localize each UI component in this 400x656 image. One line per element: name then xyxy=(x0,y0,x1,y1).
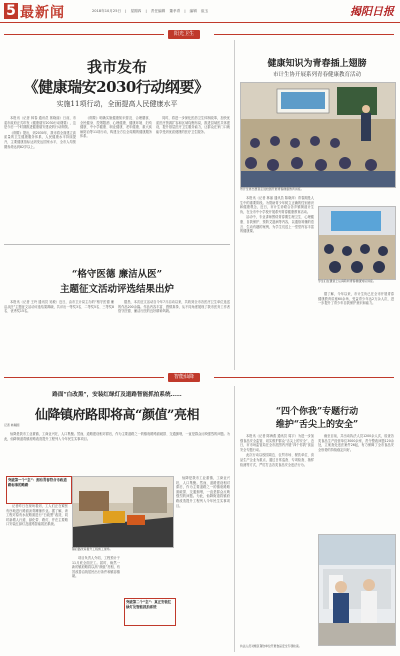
section-title: 最新闻 xyxy=(20,5,65,21)
youth-lecture-photo xyxy=(318,206,396,280)
designer-credit: 编辑 崔玉 xyxy=(189,9,209,13)
plan-kicker: 我市发布 xyxy=(86,58,147,76)
food-photo-caption: 执法人员对辖区餐饮单位开展食品安全专项检查。 xyxy=(240,644,302,648)
road-kicker: 路面“白改黑”，安装红绿灯及道路智能抓拍系统…… xyxy=(52,392,182,398)
column-divider-2 xyxy=(234,386,235,652)
essay-headline: “格守医德 廉洁从医” xyxy=(71,269,163,280)
section-rule-left xyxy=(4,34,164,35)
section-rule-right xyxy=(214,34,394,35)
issue-meta: 2018年10月25日 | 星期四 | 责任编辑 董孝青 | 编辑 崔玉 xyxy=(92,9,209,13)
plan-body-col1: 本报讯（记者 林春 通讯员 郭晓丽）日前，市委市政府正式印发《健康瑞安2030行动纲要》，这是今后一个时期推进健康瑞安建设的行动纲领。 《纲要》提出，到2030年，我市将全面建立高质量的卫生健康服务体系，人民健康水平持续提升，主要健康指标达到发达国家水平，全市人均预期寿命达到82岁以上。 xyxy=(4,116,76,149)
road-body-col2: 项目负责人介绍，工程预计于11月底全面完工。届时，焕然一新的镇府路将以高“颜值”亮相，有效改善沿线居民出行条件和镇容镇貌。 xyxy=(72,556,120,579)
youth-body-col2: 据了解，今年以来，市计生协已在全市开展青春健康教育讲座60余场，受益青少年达2万余人次，进一步提升了青少年自我保护意识和能力。 xyxy=(318,292,394,306)
essay-top-rule xyxy=(4,244,230,245)
road-intro: 仙降是我市工业重镇，工商业兴旺，人口集聚。然而，道路建设相对滞后，作为主要道路之一的镇府路路面破损、交通拥堵，一直是群众反映强烈的问题。为此，仙降街道将镇府路改造提升工程列入今年民生实事项目。 xyxy=(4,432,230,441)
section-rule-right-2 xyxy=(214,377,394,378)
essay-body-col1: 本报讯（记者 王玲 通讯员 吴敏）近日，由市卫计局主办的“格守医德 廉洁从医”主题征文活动评选结果揭晓，共评出一等奖3名、二等奖5名、三等奖8名、优秀奖15名。 xyxy=(4,300,114,314)
road-construction-photo xyxy=(72,476,174,548)
road-byline: 记者 林瑞国 xyxy=(4,423,20,427)
section-label-health: 阳光卫生 xyxy=(168,30,200,39)
food-subhead: 维护“舌尖上的安全” xyxy=(275,420,359,430)
issue-date: 2018年10月25日 xyxy=(92,9,122,13)
plan-headline: 《健康瑞安2030行动纲要》 xyxy=(23,78,209,96)
road-body-col3: 仙降是我市工业重镇，工商业兴旺，人口集聚。然而，道路建设相对滞后，作为主要道路之一的镇府路路面破损、交通拥堵，一直是群众反映强烈的问题。为此，仙降街道将镇府路改造提升工程列入今年民生实事项目。 xyxy=(176,476,230,508)
essay-subhead: 主题征文活动评选结果出炉 xyxy=(59,284,174,295)
page-number: 5 xyxy=(4,3,18,19)
youth-photo2-caption: 学生们在课堂上认真聆听青春健康知识讲座。 xyxy=(318,279,376,283)
issue-weekday: 星期四 xyxy=(130,9,142,13)
plan-subhead: 实施11项行动，全面提高人民健康水平 xyxy=(56,100,178,108)
road-side-box-1: 突破第一个“怎”：拥有青春符合市政道路标准的路路 xyxy=(6,476,72,504)
youth-body-col1: 本报讯（记者 林丽 通讯员 陈晓萍）青春期是人生中的重要阶段。为帮助青少年树立正确的性别意识和健康观念，近日，市计生协联合各乡镇街道计生协，在全市中小学校开展系列青春健康教育活动。 活动中，专业讲师围绕青春期生理卫生、心理健康、自我保护、预防艾滋病等内容，以通俗易懂的语言、生动有趣的案例，为学生们送上一堂堂内容丰富的健康课。 xyxy=(240,196,314,234)
section-label-xianjiang: 智能仙降 xyxy=(168,373,200,382)
youth-headline: 健康知识为青春插上翅膀 xyxy=(267,59,367,69)
editor-credit: 责任编辑 董孝青 xyxy=(150,9,181,13)
food-body-col1: 本报讯（记者 陈海燕 通讯员 周宇）为进一步加强食品安全监管，切实维护群众“舌尖上的安全”，近日，市市场监管局在全市范围内开展“四个你我”食品安全专题行动。 此次行动以校园周边、农贸市场、餐饮单位、食品生产企业为重点，通过日常巡查、专项检查、抽样检测等方式，严厉打击各类食品安全违法行为。 xyxy=(240,434,314,467)
food-body-col2: 截至目前，共出动执法人员1200余人次，检查各类食品生产经营单位3000余家，责令整改问题120余处，立案查处违法案件26起，有力保障了全市食品安全形势的持续稳定向好。 xyxy=(318,434,394,452)
essay-body-col2: 据悉，本次征文活动自今年7月启动以来，共收到全市各医疗卫生单位选送的作品200余篇。作品内容丰富、感情真挚，从不同角度展现了我市医务工作者恪守医德、廉洁行医的良好精神风貌。 xyxy=(118,300,230,314)
section-rule-left-2 xyxy=(4,377,164,378)
newspaper-logo: 揭阳日报 xyxy=(350,5,394,18)
road-body-col1: 记者昨日在现场看到，工人们正在紧张有序地进行路面沥青摊铺作业。据了解，该工程对原有水泥路面进行“白改黑”改造，同时新增人行道、绿化带、路灯，并在主要路口安装红绿灯及道路智能抓拍系统。 xyxy=(6,504,68,527)
road-photo-caption: 镇府路改造提升工程施工现场。 xyxy=(72,547,113,551)
road-headline: 仙降镇府路即将高“颜值”亮相 xyxy=(35,408,199,423)
plan-body-col3: 同时，将进一步深化医药卫生体制改革，加快优质医疗资源扩容和区域均衡布局，推进县域医共体建设，提升基层医疗卫生服务能力，让群众在家门口就能享受到优质便捷的医疗卫生服务。 xyxy=(156,116,230,134)
road-side-box-2: 突破第二个“怎”：真正安装红绿灯及智能抓拍系统 xyxy=(124,598,176,626)
food-inspection-photo xyxy=(318,534,396,646)
plan-body-col2: 《纲要》明确实施健康知识普及、合理膳食、全民健身、控烟限酒、心理健康、健康环境、妇幼健康、中小学健康、职业健康、老年健康、重大疾病防治等11项行动，构建全方位全周期的健康服务体系。 xyxy=(80,116,152,139)
youth-photo1-caption: 市计生协志愿者走进校园开展青春健康教育讲座。 xyxy=(240,187,304,191)
column-divider xyxy=(234,40,235,370)
food-headline: “四个你我”专题行动 xyxy=(275,407,359,417)
youth-classroom-photo xyxy=(240,82,396,188)
youth-subhead: 市计生协开展系列青春健康教育活动 xyxy=(272,72,361,78)
